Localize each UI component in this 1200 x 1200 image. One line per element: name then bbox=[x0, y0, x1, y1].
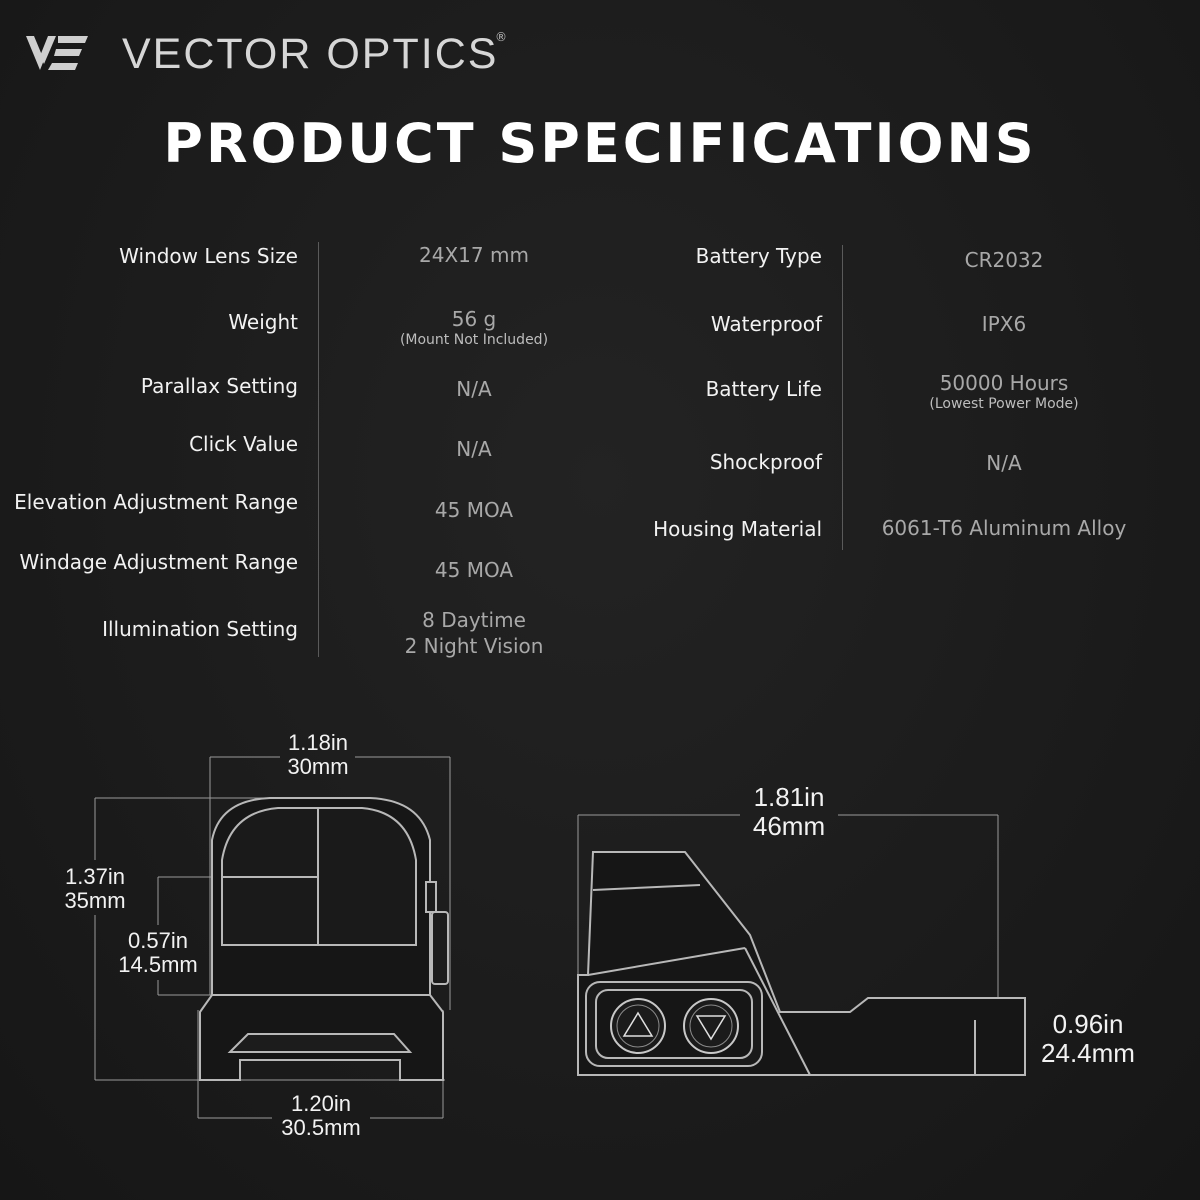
spec-label: Window Lens Size bbox=[119, 244, 298, 268]
side-length-in: 1.81in bbox=[753, 782, 825, 812]
down-button-icon bbox=[684, 999, 738, 1053]
base-width-mm: 30.5mm bbox=[281, 1115, 361, 1141]
spec-label: Housing Material bbox=[653, 517, 822, 541]
side-height-label bbox=[1028, 1010, 1148, 1067]
spec-label: Windage Adjustment Range bbox=[19, 550, 298, 574]
spec-value-text: N/A bbox=[456, 437, 492, 461]
front-height-mm: 35mm bbox=[64, 888, 126, 914]
spec-value-text: 50000 Hours bbox=[939, 371, 1069, 395]
spec-value-text: IPX6 bbox=[981, 312, 1027, 336]
spec-value-text: CR2032 bbox=[964, 248, 1044, 272]
spec-label: Weight bbox=[228, 310, 298, 334]
front-width-mm: 30mm bbox=[287, 754, 349, 780]
spec-value-text: N/A bbox=[456, 377, 492, 401]
front-width-in: 1.18in bbox=[288, 730, 348, 755]
spec-value-text: 6061-T6 Aluminum Alloy bbox=[881, 516, 1127, 540]
side-length-mm: 46mm bbox=[752, 810, 826, 841]
page-title: PRODUCT SPECIFICATIONS bbox=[163, 112, 1037, 175]
spec-value-text: N/A bbox=[986, 451, 1022, 475]
spec-value-text: 8 Daytime bbox=[422, 608, 526, 632]
spec-value-text: 24X17 mm bbox=[419, 243, 529, 267]
base-width-label bbox=[261, 1092, 381, 1140]
front-height-in: 1.37in bbox=[65, 864, 125, 889]
spec-value-note: 2 Night Vision bbox=[404, 634, 544, 658]
spec-value-text: 45 MOA bbox=[434, 498, 514, 522]
front-width-label bbox=[258, 731, 378, 779]
spec-label: Waterproof bbox=[710, 312, 822, 336]
window-height-mm: 14.5mm bbox=[118, 952, 198, 978]
spec-label: Illumination Setting bbox=[102, 617, 298, 641]
front-height-label bbox=[35, 865, 155, 913]
window-height-label bbox=[98, 929, 218, 977]
side-height-mm: 24.4mm bbox=[1041, 1037, 1135, 1068]
spec-value-text: 45 MOA bbox=[434, 558, 514, 582]
brand-name-text: VECTOR OPTICS bbox=[122, 30, 499, 78]
registered-mark: ® bbox=[495, 30, 507, 44]
spec-value-note: (Mount Not Included) bbox=[399, 332, 549, 348]
spec-label: Battery Life bbox=[705, 377, 822, 401]
spec-value-text: 56 g bbox=[451, 307, 497, 331]
up-button-icon bbox=[611, 999, 665, 1053]
spec-label: Battery Type bbox=[695, 244, 822, 268]
spec-label: Shockproof bbox=[709, 450, 822, 474]
front-view-sight bbox=[200, 798, 448, 1080]
side-length-label bbox=[724, 783, 854, 840]
spec-label: Elevation Adjustment Range bbox=[14, 490, 298, 514]
spec-value-note: (Lowest Power Mode) bbox=[929, 396, 1079, 412]
spec-label: Parallax Setting bbox=[140, 374, 298, 398]
spec-label: Click Value bbox=[189, 432, 298, 456]
base-width-in: 1.20in bbox=[291, 1091, 351, 1116]
side-height-in: 0.96in bbox=[1052, 1009, 1124, 1039]
window-height-in: 0.57in bbox=[128, 928, 188, 953]
